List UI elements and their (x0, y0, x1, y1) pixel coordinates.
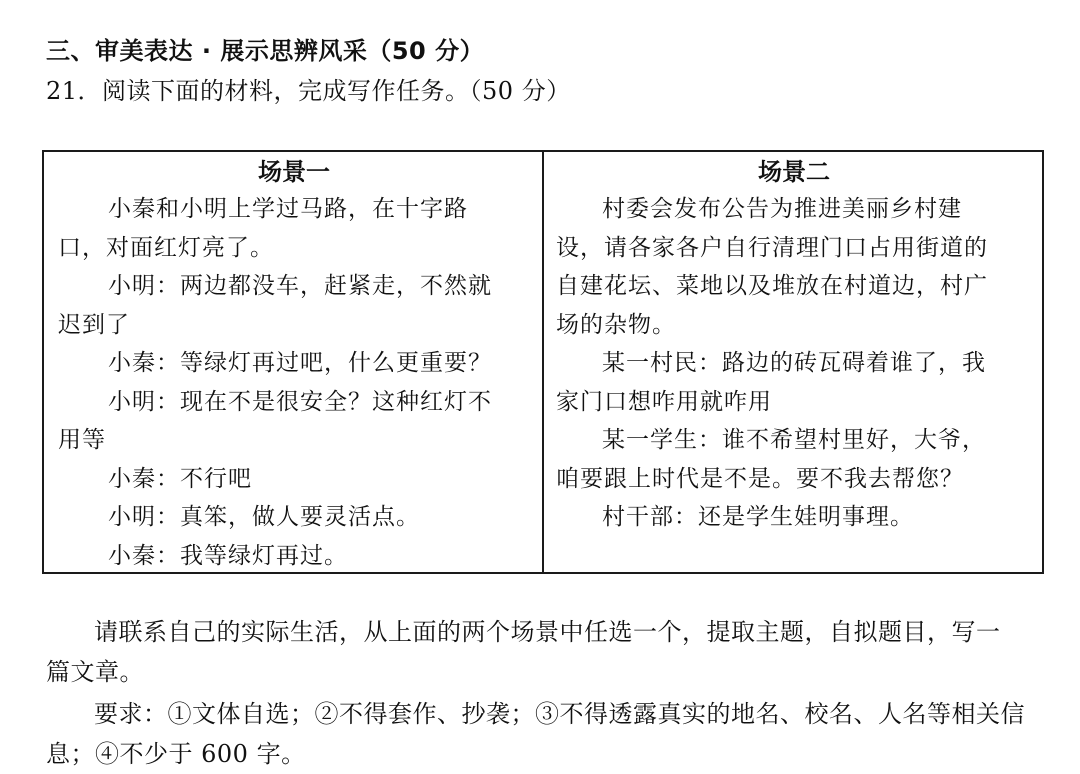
scene-one-line: 小明：两边都没车，赶紧走，不然就 (108, 273, 492, 299)
scene-two-line: 家门口想咋用就咋用 (556, 388, 772, 415)
scene-one-line: 小秦：等绿灯再过吧，什么更重要？ (108, 350, 492, 376)
scene-two-line: 咱要跟上时代是不是。要不我去帮您？ (556, 465, 964, 492)
scene-two-line: 场的杂物。 (556, 311, 676, 338)
section-title: 三、审美表达 · 展示思辨风采（50 分） (46, 37, 485, 65)
scene-one-line: 小秦：我等绿灯再过。 (108, 542, 348, 569)
scene-two-line: 设，请各家各户自行清理门口占用街道的 (556, 234, 988, 261)
scene-one-line: 用等 (58, 427, 106, 453)
requirements-line: 要求：①文体自选；②不得套作、抄袭；③不得透露真实的地名、校名、人名等相关信 (94, 700, 1025, 728)
scene-one-line: 小明：真笨，做人要灵活点。 (108, 504, 420, 530)
scene-one-line: 小秦：不行吧 (108, 465, 252, 492)
scene-one-column (58, 152, 530, 575)
scene-one-line: 小秦和小明上学过马路，在十字路 (108, 196, 468, 222)
scene-one-line: 迟到了 (58, 311, 130, 338)
scene-two-line: 某一村民：路边的砖瓦碍着谁了，我 (602, 350, 986, 376)
requirements-line: 息；④不少于 600 字。 (46, 740, 306, 768)
prompt-line: 篇文章。 (46, 658, 144, 686)
scene-two-heading: 场景二 (758, 158, 830, 186)
writing-requirements (46, 694, 1036, 774)
writing-prompt (46, 612, 1036, 692)
scene-two-line: 自建花坛、菜地以及堆放在村道边，村广 (556, 273, 988, 299)
scene-one-line: 小明：现在不是很安全？这种红灯不 (108, 388, 492, 415)
scene-two-line: 某一学生：谁不希望村里好，大爷， (602, 427, 986, 453)
scene-one-heading: 场景一 (258, 158, 330, 186)
scene-one-line: 口，对面红灯亮了。 (58, 234, 274, 261)
scene-two-line: 村委会发布公告为推进美丽乡村建 (602, 196, 962, 222)
scene-table (42, 150, 1044, 574)
scene-two-column (556, 152, 1032, 537)
scene-two-line: 村干部：还是学生娃明事理。 (602, 504, 914, 530)
question-prompt: 21．阅读下面的材料，完成写作任务。（50 分） (46, 77, 571, 105)
prompt-line: 请联系自己的实际生活，从上面的两个场景中任选一个，提取主题，自拟题目，写一 (94, 618, 1001, 646)
scene-divider (542, 152, 544, 572)
